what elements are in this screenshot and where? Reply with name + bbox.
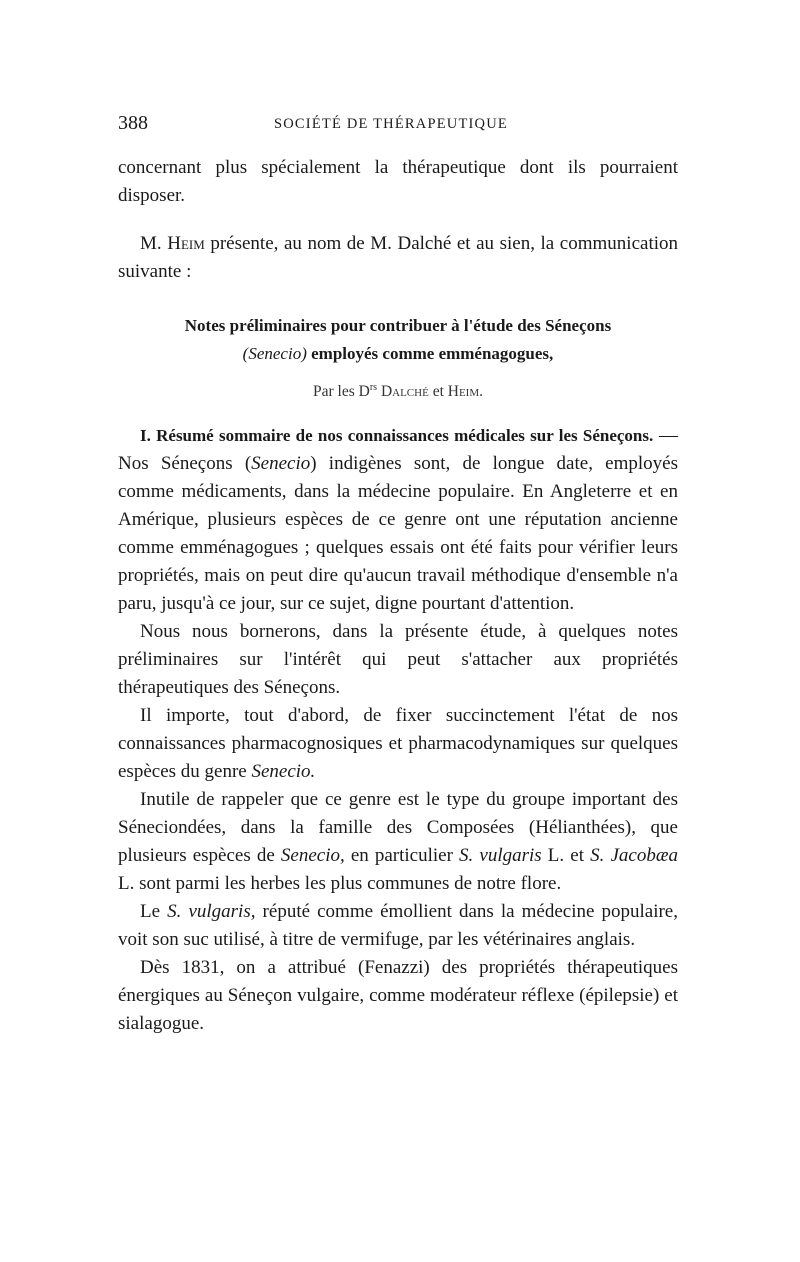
p4-genus: Senecio,	[280, 845, 345, 867]
p4-text-a: Inutile de rappeler que ce genre est le type du groupe important des Séneciondées, dans la famille des Composées (Hélianthées), que plusieurs espèces de	[118, 789, 678, 867]
p4-text-d: L. sont parmi les herbes les plus communes de notre flore.	[118, 873, 562, 895]
byline-author-2: Heim.	[447, 383, 483, 401]
title-genus: (Senecio)	[242, 344, 307, 363]
section-1-paragraph-6: Dès 1831, on a attribué (Fenazzi) des propriétés thérapeutiques énergiques au Séneçon vulgaire, comme modérateur réflexe (épilepsie) et sialagogue.	[118, 957, 678, 1035]
continuation-paragraph: concernant plus spécialement la thérapeutique dont ils pourraient disposer.	[118, 157, 678, 206]
page	[118, 112, 678, 1038]
running-title: SOCIÉTÉ DE THÉRAPEUTIQUE	[274, 116, 508, 132]
intro-paragraph	[118, 230, 678, 286]
p4-text-c: L. et	[541, 845, 591, 867]
section-1-paragraph-1	[118, 422, 678, 618]
byline-sup: rs	[369, 382, 378, 393]
section-1-paragraph-3	[118, 702, 678, 786]
p4-text-b: en particulier	[344, 845, 460, 867]
p1-genus: Senecio	[251, 453, 311, 475]
byline	[118, 376, 678, 404]
title-line-1: Notes préliminaires pour contribuer à l'étude des Séneçons	[184, 316, 612, 335]
article-title	[118, 312, 678, 368]
p1-text-b: ) indigènes sont, de longue date, employés comme médicaments, dans la médecine populaire. En Angleterre et en Amérique, plusieurs espèces de ce genre ont une réputation ancienne comme emménagogues ; quelques essais ont été faits pour vérifier leurs propriétés, mais on peut dire qu'aucun travail méthodique d'ensemble n'a paru, jusqu'à ce jour, sur ce sujet, digne pourtant d'attention.	[118, 453, 678, 615]
byline-author-1: Dalché	[377, 383, 429, 401]
section-1-paragraph-2: Nous nous bornerons, dans la présente étude, à quelques notes préliminaires sur l'intérêt qui peut s'attacher aux propriétés thérapeutiques des Séneçons.	[118, 621, 678, 699]
p4-species-1: S. vulgaris	[459, 845, 542, 867]
p3-genus: Senecio.	[251, 761, 316, 783]
page-number: 388	[118, 112, 148, 134]
title-line-2-rest: employés comme emménagogues,	[306, 344, 554, 363]
p4-species-2: S. Jacobæa	[590, 845, 678, 867]
running-head	[118, 112, 678, 142]
section-1-paragraph-5	[118, 898, 678, 954]
intro-lead: M.	[140, 233, 168, 254]
p5-species: S. vulgaris,	[167, 901, 256, 923]
section-1-heading: I. Résumé sommaire de nos connaissances médicales sur les Séneçons.	[140, 426, 654, 446]
p3-text-a: Il importe, tout d'abord, de fixer succinctement l'état de nos connaissances pharmacognosiques et pharmacodynamiques sur quelques espèces du genre	[118, 705, 678, 783]
p5-text-a: Le	[140, 901, 168, 923]
byline-and: et	[428, 383, 448, 401]
p5-text-b: réputé comme émollient dans la médecine populaire, voit son suc utilisé, à titre de vermifuge, par les vétérinaires anglais.	[118, 901, 678, 951]
intro-rest: présente, au nom de M. Dalché et au sien, la communication suivante :	[118, 233, 678, 282]
p1-text-a: — Nos Séneçons (	[118, 425, 678, 475]
intro-speaker: Heim	[167, 233, 205, 254]
byline-prefix: Par les D	[313, 383, 370, 401]
title-line-2	[118, 340, 678, 368]
section-1-paragraph-4	[118, 786, 678, 898]
